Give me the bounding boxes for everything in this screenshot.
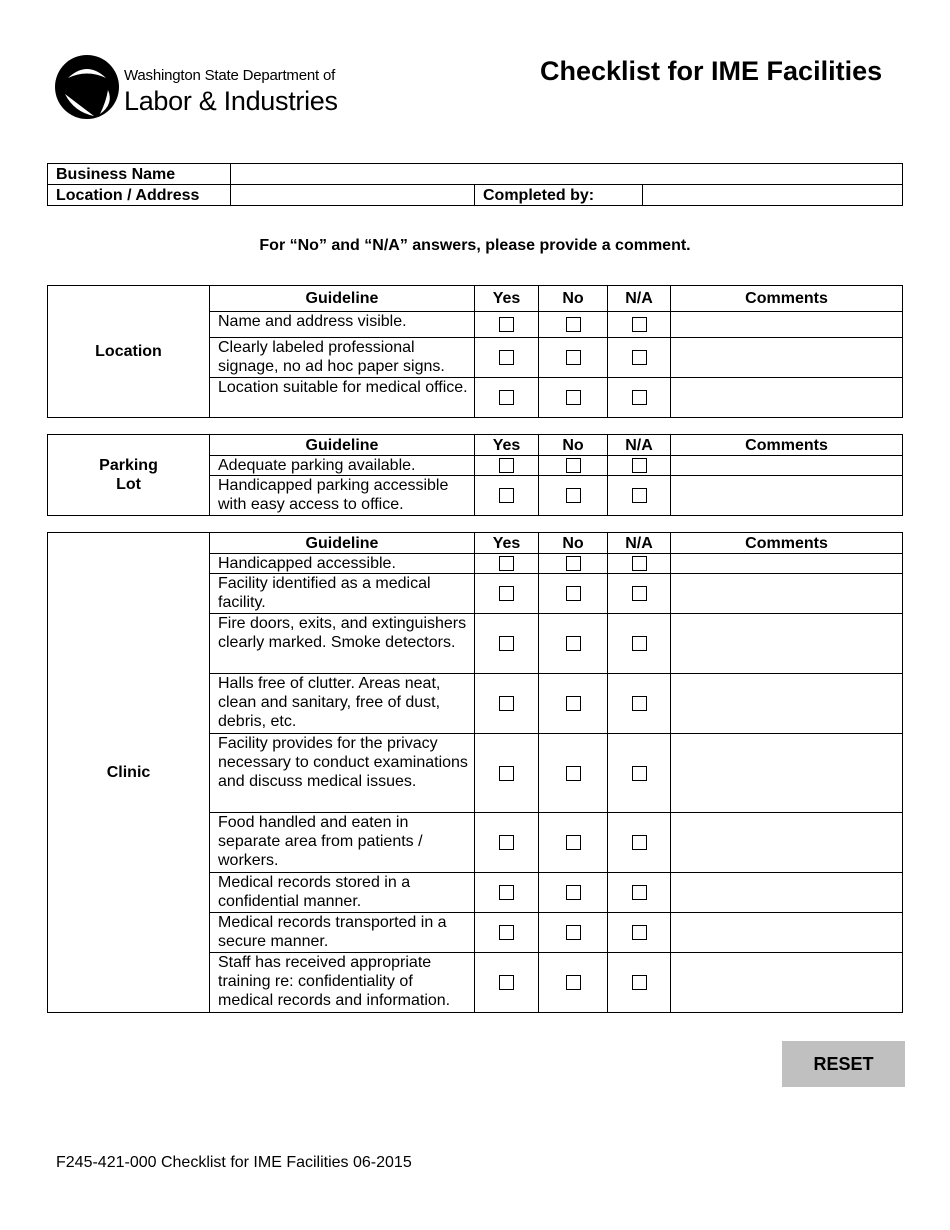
comment-field[interactable]: [671, 456, 903, 476]
na-checkbox[interactable]: [632, 458, 647, 473]
guideline-text: Name and address visible.: [210, 312, 475, 338]
guideline-text: Facility identified as a medical facility.: [210, 574, 475, 614]
no-checkbox[interactable]: [566, 636, 581, 651]
guideline-text: Location suitable for medical office.: [210, 378, 475, 418]
no-checkbox[interactable]: [566, 925, 581, 940]
instruction-note: For “No” and “N/A” answers, please provide a comment.: [259, 237, 691, 254]
guideline-text: Food handled and eaten in separate area from patients / workers.: [210, 813, 475, 873]
col-comments: Comments: [671, 286, 903, 312]
col-no: No: [539, 533, 608, 554]
yes-checkbox[interactable]: [499, 636, 514, 651]
col-no: No: [539, 286, 608, 312]
comment-field[interactable]: [671, 614, 903, 674]
logo-line-1: Washington State Department of: [124, 67, 336, 84]
comment-field[interactable]: [671, 476, 903, 516]
no-checkbox[interactable]: [566, 556, 581, 571]
guideline-text: Adequate parking available.: [210, 456, 475, 476]
no-checkbox[interactable]: [566, 975, 581, 990]
category-label: Parking Lot: [48, 435, 210, 516]
completed-by-label: Completed by:: [475, 185, 643, 206]
business-name-field[interactable]: [231, 164, 903, 185]
na-checkbox[interactable]: [632, 766, 647, 781]
no-checkbox[interactable]: [566, 696, 581, 711]
lni-logo: [54, 54, 354, 120]
comment-field[interactable]: [671, 953, 903, 1013]
location-section: [47, 285, 903, 418]
comment-field[interactable]: [671, 913, 903, 953]
location-row: [48, 185, 903, 206]
reset-button[interactable]: RESET: [782, 1041, 905, 1087]
yes-checkbox[interactable]: [499, 696, 514, 711]
comment-field[interactable]: [671, 554, 903, 574]
na-checkbox[interactable]: [632, 975, 647, 990]
guideline-text: Medical records transported in a secure manner.: [210, 913, 475, 953]
col-na: N/A: [608, 533, 671, 554]
yes-checkbox[interactable]: [499, 488, 514, 503]
guideline-text: Clearly labeled professional signage, no ad hoc paper signs.: [210, 338, 475, 378]
category-label: Clinic: [48, 533, 210, 1013]
na-checkbox[interactable]: [632, 350, 647, 365]
no-checkbox[interactable]: [566, 488, 581, 503]
col-yes: Yes: [475, 435, 539, 456]
yes-checkbox[interactable]: [499, 835, 514, 850]
na-checkbox[interactable]: [632, 556, 647, 571]
yes-checkbox[interactable]: [499, 586, 514, 601]
comment-field[interactable]: [671, 574, 903, 614]
comment-field[interactable]: [671, 338, 903, 378]
yes-checkbox[interactable]: [499, 390, 514, 405]
location-address-label: Location / Address: [48, 185, 231, 206]
comment-field[interactable]: [671, 674, 903, 734]
na-checkbox[interactable]: [632, 925, 647, 940]
no-checkbox[interactable]: [566, 835, 581, 850]
guideline-text: Staff has received appropriate training re: confidentiality of medical records and information.: [210, 953, 475, 1013]
guideline-text: Medical records stored in a confidential manner.: [210, 873, 475, 913]
guideline-text: Facility provides for the privacy necessary to conduct examinations and discuss medical issues.: [210, 734, 475, 813]
no-checkbox[interactable]: [566, 390, 581, 405]
na-checkbox[interactable]: [632, 835, 647, 850]
parking-lot-section: [47, 434, 903, 516]
yes-checkbox[interactable]: [499, 975, 514, 990]
guideline-text: Fire doors, exits, and extinguishers clearly marked. Smoke detectors.: [210, 614, 475, 674]
col-na: N/A: [608, 435, 671, 456]
na-checkbox[interactable]: [632, 696, 647, 711]
guideline-text: Handicapped accessible.: [210, 554, 475, 574]
na-checkbox[interactable]: [632, 586, 647, 601]
no-checkbox[interactable]: [566, 885, 581, 900]
form-footer: F245-421-000 Checklist for IME Facilities 06-2015: [56, 1154, 412, 1171]
page-title: Checklist for IME Facilities: [540, 56, 883, 86]
yes-checkbox[interactable]: [499, 350, 514, 365]
comment-field[interactable]: [671, 312, 903, 338]
info-table: [47, 163, 903, 206]
col-yes: Yes: [475, 533, 539, 554]
yes-checkbox[interactable]: [499, 458, 514, 473]
no-checkbox[interactable]: [566, 317, 581, 332]
na-checkbox[interactable]: [632, 317, 647, 332]
col-guideline: Guideline: [210, 533, 475, 554]
section-header-row: [48, 533, 903, 554]
yes-checkbox[interactable]: [499, 885, 514, 900]
yes-checkbox[interactable]: [499, 925, 514, 940]
no-checkbox[interactable]: [566, 350, 581, 365]
comment-field[interactable]: [671, 813, 903, 873]
yes-checkbox[interactable]: [499, 317, 514, 332]
col-yes: Yes: [475, 286, 539, 312]
comment-field[interactable]: [671, 873, 903, 913]
guideline-text: Halls free of clutter. Areas neat, clean and sanitary, free of dust, debris, etc.: [210, 674, 475, 734]
no-checkbox[interactable]: [566, 766, 581, 781]
location-address-field[interactable]: [231, 185, 475, 206]
comment-field[interactable]: [671, 734, 903, 813]
na-checkbox[interactable]: [632, 885, 647, 900]
col-guideline: Guideline: [210, 435, 475, 456]
comment-field[interactable]: [671, 378, 903, 418]
col-na: N/A: [608, 286, 671, 312]
logo-line-2: Labor & Industries: [124, 86, 338, 116]
guideline-text: Handicapped parking accessible with easy access to office.: [210, 476, 475, 516]
na-checkbox[interactable]: [632, 636, 647, 651]
lni-logo-mark-icon: [54, 54, 120, 120]
no-checkbox[interactable]: [566, 458, 581, 473]
completed-by-field[interactable]: [643, 185, 903, 206]
na-checkbox[interactable]: [632, 488, 647, 503]
clinic-section: [47, 532, 903, 1013]
col-no: No: [539, 435, 608, 456]
col-comments: Comments: [671, 533, 903, 554]
yes-checkbox[interactable]: [499, 556, 514, 571]
col-comments: Comments: [671, 435, 903, 456]
business-name-label: Business Name: [48, 164, 231, 185]
category-label: Location: [48, 286, 210, 418]
section-header-row: [48, 286, 903, 312]
col-guideline: Guideline: [210, 286, 475, 312]
section-header-row: [48, 435, 903, 456]
business-name-row: [48, 164, 903, 185]
no-checkbox[interactable]: [566, 586, 581, 601]
na-checkbox[interactable]: [632, 390, 647, 405]
yes-checkbox[interactable]: [499, 766, 514, 781]
